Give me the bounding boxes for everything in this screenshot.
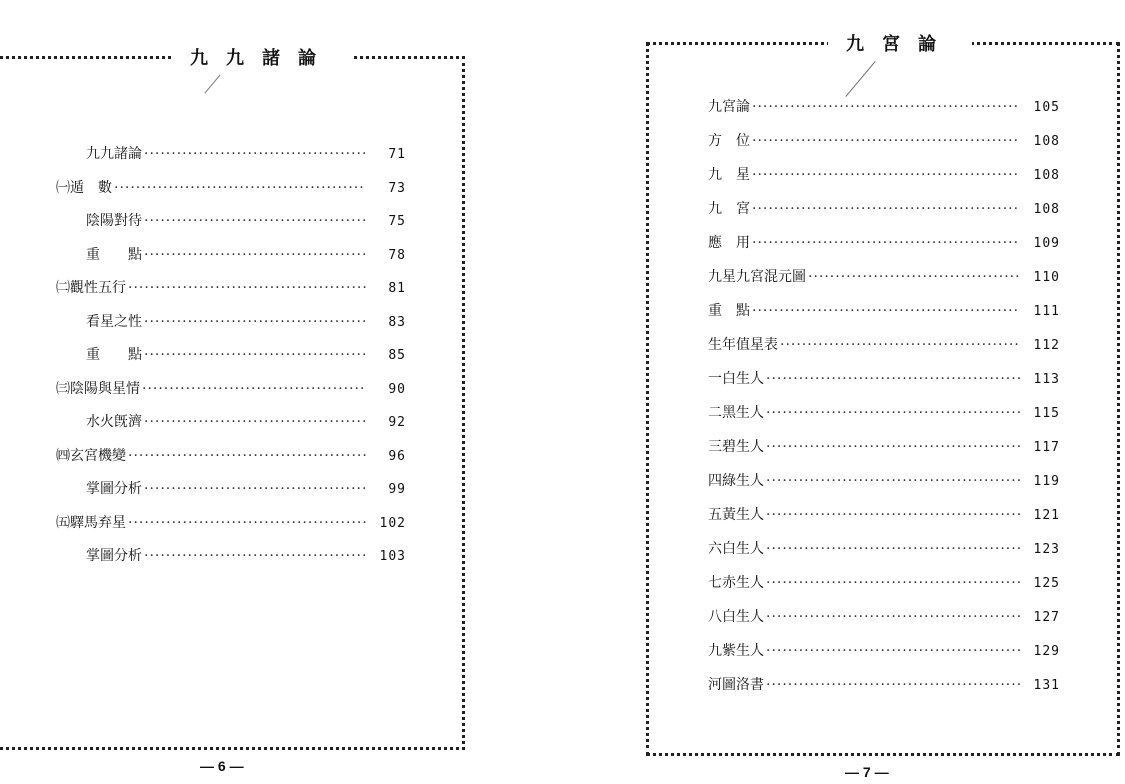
toc-entry[interactable] <box>56 210 406 244</box>
toc-leader-dots <box>144 548 366 564</box>
toc-entry[interactable] <box>708 164 1060 198</box>
toc-leader-dots <box>752 99 1020 115</box>
toc-entry-title: 重 點 <box>86 246 142 263</box>
toc-entry-title: 應 用 <box>708 235 750 251</box>
toc-leader-dots <box>766 371 1020 387</box>
toc-entry-page: 81 <box>388 281 406 296</box>
toc-leader-dots <box>752 303 1020 319</box>
toc-entry-title: 八白生人 <box>708 609 764 625</box>
toc-entry-page: 102 <box>379 515 406 531</box>
toc-leader-dots <box>766 473 1020 489</box>
toc-entry-page: 105 <box>1033 100 1060 115</box>
toc-entry[interactable] <box>708 674 1060 708</box>
toc-entry-page: 111 <box>1033 304 1060 319</box>
toc-leader-dots <box>144 481 366 497</box>
toc-entry-page: 131 <box>1033 678 1060 693</box>
toc-entry[interactable] <box>56 311 406 345</box>
toc-leader-dots <box>766 541 1020 557</box>
toc-entry-page: 108 <box>1033 134 1060 149</box>
toc-entry-page: 99 <box>388 482 406 497</box>
right-page <box>560 0 1125 784</box>
toc-entry[interactable] <box>56 545 406 579</box>
toc-leader-dots <box>752 133 1020 149</box>
toc-entry[interactable] <box>56 378 406 412</box>
toc-entry[interactable] <box>56 177 406 211</box>
toc-entry[interactable] <box>708 572 1060 606</box>
toc-entry-page: 121 <box>1033 508 1060 523</box>
toc-entry-title: ㈤驛馬弃星 <box>56 514 126 531</box>
toc-entry[interactable] <box>56 344 406 378</box>
toc-entry[interactable] <box>708 198 1060 232</box>
toc-entry[interactable] <box>56 411 406 445</box>
toc-entry-page: 109 <box>1033 236 1060 251</box>
toc-entry-title: 六白生人 <box>708 541 764 557</box>
toc-leader-dots <box>766 405 1020 421</box>
toc-entry-page: 108 <box>1033 168 1060 183</box>
toc-entry-title: 掌圖分析 <box>86 548 142 564</box>
toc-leader-dots <box>752 235 1020 251</box>
toc-entry-page: 123 <box>1033 542 1060 557</box>
toc-leader-dots <box>144 146 366 162</box>
toc-entry-page: 112 <box>1033 338 1060 353</box>
toc-entry-title: 掌圖分析 <box>86 481 142 497</box>
toc-entry-page: 110 <box>1033 270 1060 285</box>
toc-entry-page: 125 <box>1033 576 1060 591</box>
toc-entry-title: 一白生人 <box>708 371 764 387</box>
toc-entry[interactable] <box>708 266 1060 300</box>
toc-entry-page: 103 <box>379 549 406 564</box>
toc-entry-title: 九 宮 <box>708 201 750 217</box>
toc-leader-dots <box>780 337 1020 353</box>
toc-entry-title: 九宮論 <box>708 99 750 115</box>
toc-entry-title: 生年值星表 <box>708 337 778 353</box>
left-page-heading: 九九諸論 <box>172 44 352 70</box>
toc-entry[interactable] <box>708 300 1060 334</box>
toc-leader-dots <box>752 167 1020 183</box>
toc-entry-title: ㈢陰陽與星情 <box>56 380 140 397</box>
toc-entry-page: 113 <box>1033 372 1060 387</box>
toc-entry-title: 重 點 <box>708 303 750 319</box>
toc-entry[interactable] <box>708 96 1060 130</box>
toc-entry[interactable] <box>56 445 406 479</box>
toc-entry[interactable] <box>708 606 1060 640</box>
toc-leader-dots <box>114 180 366 196</box>
toc-entry-title: 三碧生人 <box>708 439 764 455</box>
toc-leader-dots <box>144 314 366 330</box>
toc-leader-dots <box>144 347 366 363</box>
right-page-number: — 7 — <box>845 764 889 780</box>
toc-entry-page: 115 <box>1033 406 1060 421</box>
toc-entry-page: 127 <box>1033 610 1060 625</box>
left-page-number: — 6 — <box>200 758 244 774</box>
toc-entry-title: 看星之性 <box>86 313 142 330</box>
toc-entry-page: 85 <box>388 348 406 363</box>
toc-entry-title: ㈡觀性五行 <box>56 280 126 296</box>
toc-entry-title: 四綠生人 <box>708 473 764 489</box>
toc-entry-title: 九紫生人 <box>708 643 764 659</box>
left-page <box>0 0 520 784</box>
toc-leader-dots <box>128 280 366 296</box>
toc-leader-dots <box>766 643 1020 659</box>
toc-entry[interactable] <box>56 512 406 546</box>
toc-leader-dots <box>144 213 366 229</box>
toc-entry[interactable] <box>708 470 1060 504</box>
toc-leader-dots <box>144 414 366 430</box>
toc-entry-page: 96 <box>388 448 406 464</box>
toc-entry-title: 河圖洛書 <box>708 677 764 693</box>
toc-entry[interactable] <box>708 130 1060 164</box>
toc-leader-dots <box>128 448 366 464</box>
toc-leader-dots <box>766 439 1020 455</box>
toc-entry[interactable] <box>56 478 406 512</box>
toc-entry-page: 75 <box>388 214 406 229</box>
toc-entry[interactable] <box>56 277 406 311</box>
toc-entry[interactable] <box>708 436 1060 470</box>
toc-leader-dots <box>128 515 366 531</box>
toc-leader-dots <box>752 201 1020 217</box>
left-toc-list <box>56 143 406 579</box>
toc-entry[interactable] <box>708 368 1060 402</box>
toc-leader-dots <box>144 247 366 263</box>
toc-entry-page: 90 <box>388 381 406 397</box>
toc-entry-title: 方 位 <box>708 133 750 149</box>
toc-leader-dots <box>766 609 1020 625</box>
toc-entry-title: 九星九宮混元圖 <box>708 269 806 285</box>
toc-entry-title: 七赤生人 <box>708 575 764 591</box>
toc-entry-page: 129 <box>1033 644 1060 659</box>
toc-entry-title: 重 點 <box>86 347 142 363</box>
toc-entry-page: 117 <box>1033 440 1060 455</box>
toc-entry-title: 水火旣濟 <box>86 414 142 430</box>
toc-entry-page: 108 <box>1033 202 1060 217</box>
toc-entry-page: 78 <box>388 247 406 263</box>
toc-leader-dots <box>766 507 1020 523</box>
toc-entry-title: 陰陽對待 <box>86 213 142 229</box>
toc-entry[interactable] <box>708 402 1060 436</box>
toc-entry-page: 119 <box>1033 474 1060 489</box>
right-toc-list <box>708 96 1060 708</box>
toc-entry-title: 九 星 <box>708 167 750 183</box>
toc-entry[interactable] <box>708 232 1060 266</box>
toc-leader-dots <box>142 381 366 397</box>
toc-entry-page: 83 <box>388 314 406 330</box>
toc-entry-title: 五黃生人 <box>708 507 764 523</box>
toc-entry-page: 71 <box>388 147 406 162</box>
toc-entry[interactable] <box>56 143 406 177</box>
toc-leader-dots <box>808 269 1020 285</box>
toc-entry-page: 73 <box>388 180 406 196</box>
toc-leader-dots <box>766 575 1020 591</box>
toc-entry[interactable] <box>708 640 1060 674</box>
toc-entry[interactable] <box>708 334 1060 368</box>
toc-entry[interactable] <box>56 244 406 278</box>
toc-entry[interactable] <box>708 504 1060 538</box>
toc-entry-title: ㈣玄宮機變 <box>56 447 126 464</box>
toc-entry-title: ㈠遁 數 <box>56 179 112 196</box>
toc-entry-title: 二黑生人 <box>708 405 764 421</box>
toc-entry-page: 92 <box>388 415 406 430</box>
right-page-heading: 九宮論 <box>828 30 972 56</box>
toc-entry-title: 九九諸論 <box>86 146 142 162</box>
toc-entry[interactable] <box>708 538 1060 572</box>
toc-leader-dots <box>766 677 1020 693</box>
